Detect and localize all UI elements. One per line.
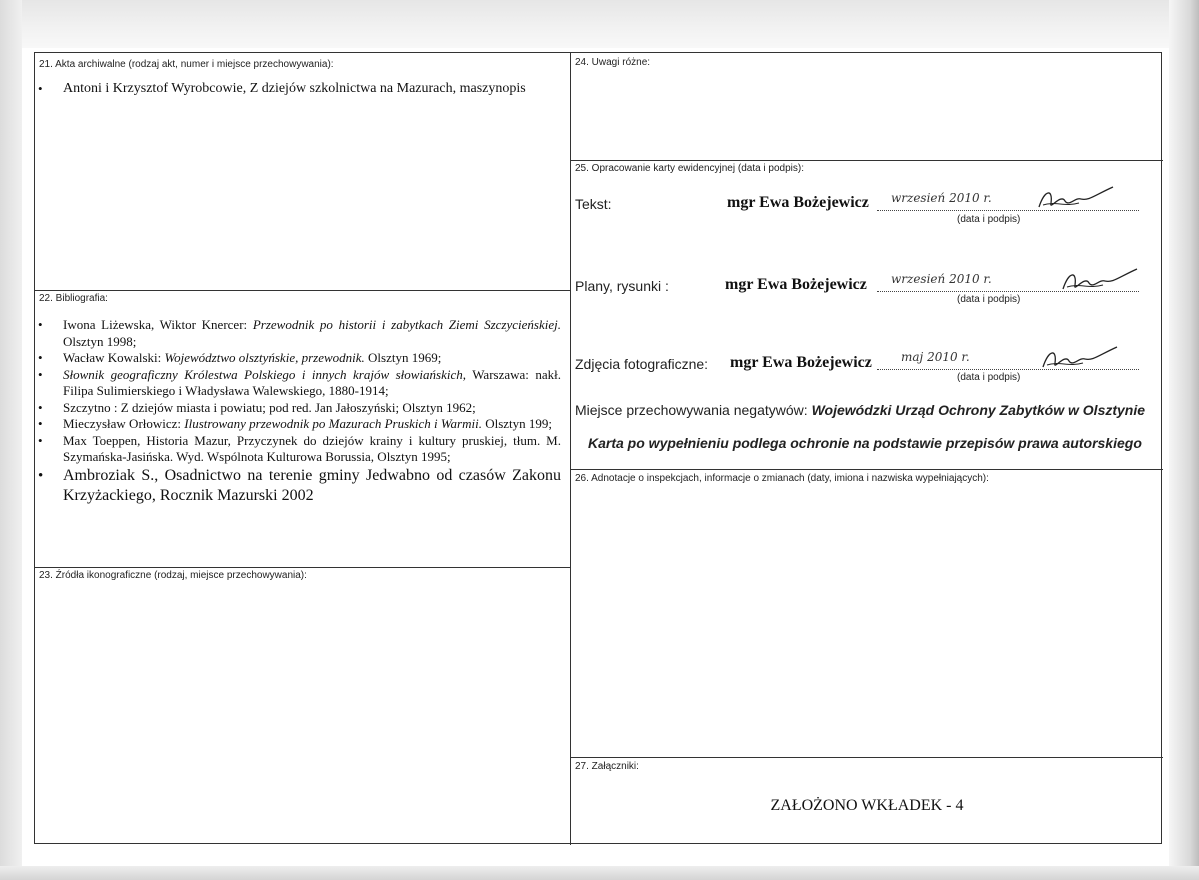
section-21-list	[35, 81, 561, 97]
bib-author: Wacław Kowalski:	[63, 350, 165, 365]
negatives-location	[575, 402, 1145, 418]
date-signature-caption: (data i podpis)	[957, 214, 1021, 225]
negatives-label: Miejsce przechowywania negatywów:	[575, 402, 808, 418]
scan-edge-left	[0, 0, 22, 880]
signature-icon	[1059, 265, 1139, 295]
scan-edge-bottom	[0, 866, 1199, 880]
photos-author-name: mgr Ewa Bożejewicz	[730, 354, 872, 371]
bib-title: Ilustrowany przewodnik po Mazurach Pruskich i Warmii.	[184, 416, 482, 431]
section-22-label: 22. Bibliografia:	[39, 293, 108, 304]
list-item	[35, 400, 561, 417]
handwritten-date: maj 2010 r.	[901, 350, 970, 364]
bib-details: Olsztyn 199;	[481, 416, 553, 431]
list-item	[35, 317, 561, 350]
date-signature-caption: (data i podpis)	[957, 294, 1021, 305]
divider-26-27	[570, 757, 1163, 758]
list-item	[35, 433, 561, 466]
list-item	[35, 466, 561, 506]
bib-author: Szczytno : Z dziejów miasta i powiatu; pod red. Jan Jałoszyński; Olsztyn 1962;	[63, 399, 476, 415]
bib-title: Województwo olsztyńskie, przewodnik.	[164, 350, 365, 365]
divider-24-25	[570, 160, 1163, 161]
text-row-label: Tekst:	[575, 196, 612, 212]
scan-edge-top	[0, 0, 1199, 48]
handwritten-date: wrzesień 2010 r.	[891, 272, 992, 286]
record-card-form	[34, 52, 1162, 844]
date-signature-caption: (data i podpis)	[957, 372, 1021, 383]
section-27-label: 27. Załączniki:	[575, 761, 639, 772]
bib-author: Max Toeppen, Historia Mazur, Przyczynek do dziejów krainy i kultury pruskiej, tłum. M. Szymańska-Jasińska. Wyd. Wspólnota Kulturowa Borussia, Olsztyn 1995;	[63, 432, 561, 464]
photos-row-label: Zdjęcia fotograficzne:	[575, 356, 709, 372]
bib-title: Słownik geograficzny Królestwa Polskiego i innych krajów słowiańskich,	[63, 366, 466, 382]
section-26-label: 26. Adnotacje o inspekcjach, informacje o zmianach (daty, imiona i nazwiska wypełniających):	[575, 473, 989, 484]
divider-21-22	[35, 290, 570, 291]
column-divider	[570, 53, 571, 845]
section-24-label: 24. Uwagi różne:	[575, 57, 651, 68]
list-item: • Antoni i Krzysztof Wyrobcowie, Z dziejów szkolnictwa na Mazurach, maszynopis	[35, 81, 561, 97]
section-23-label: 23. Źródła ikonograficzne (rodzaj, miejsce przechowywania):	[39, 570, 307, 581]
signature-icon	[1039, 343, 1119, 373]
scan-edge-right	[1169, 0, 1199, 880]
attachments-value: ZAŁOŻONO WKŁADEK - 4	[770, 797, 964, 814]
text-author-name: mgr Ewa Bożejewicz	[727, 194, 869, 211]
negatives-value: Wojewódzki Urząd Ochrony Zabytków w Olsztynie	[811, 402, 1146, 418]
divider-25-26	[570, 469, 1163, 470]
handwritten-date: wrzesień 2010 r.	[891, 191, 992, 205]
bib-details: Warszawa: nakł. Filipa Sulimierskiego i Władysława Walewskiego, 1880-1914;	[63, 366, 561, 398]
bibliography-list	[35, 317, 561, 506]
copyright-notice: Karta po wypełnieniu podlega ochronie na podstawie przepisów prawa autorskiego	[588, 435, 1142, 451]
plans-row-label: Plany, rysunki :	[575, 278, 669, 294]
section-21-label: 21. Akta archiwalne (rodzaj akt, numer i miejsce przechowywania):	[39, 59, 334, 70]
list-item	[35, 350, 561, 367]
bib-author: Mieczysław Orłowicz:	[63, 416, 185, 431]
bib-details: Olsztyn 1998;	[63, 333, 137, 349]
divider-22-23	[35, 567, 570, 568]
bib-title: Przewodnik po historii i zabytkach Ziemi Szczycieńskiej.	[252, 317, 561, 332]
list-item	[35, 367, 561, 400]
bib-author: Ambroziak S., Osadnictwo na terenie gminy Jedwabno od czasów Zakonu Krzyżackiego, Rocznik Mazurski 2002	[63, 466, 561, 504]
bib-author: Iwona Liżewska, Wiktor Knercer:	[63, 317, 253, 332]
plans-author-name: mgr Ewa Bożejewicz	[725, 276, 867, 293]
section-25-label: 25. Opracowanie karty ewidencyjnej (data i podpis):	[575, 163, 805, 174]
signature-icon	[1035, 183, 1115, 213]
bib-details: Olsztyn 1969;	[364, 350, 442, 365]
list-item	[35, 416, 561, 433]
